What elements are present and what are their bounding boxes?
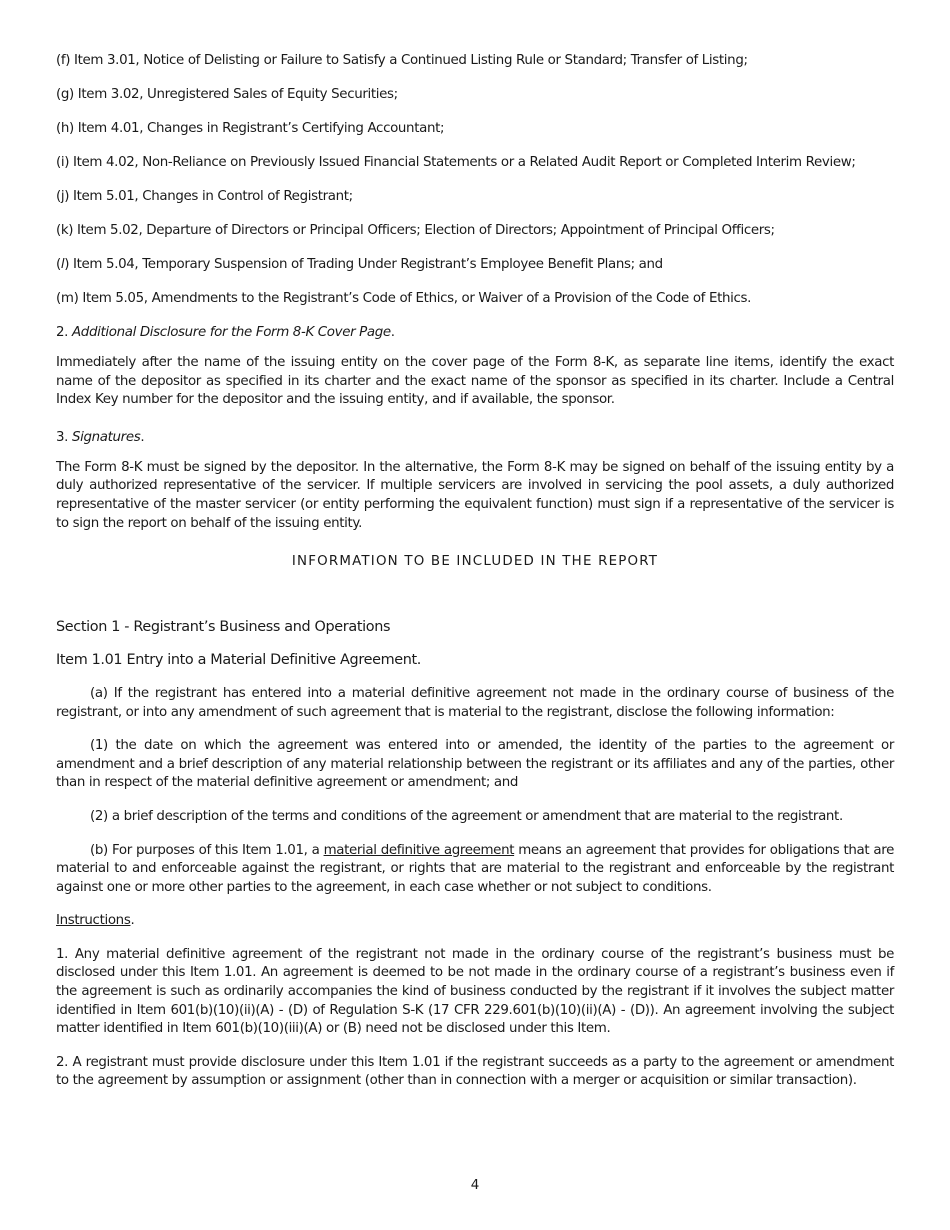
instruction-2: 2. A registrant must provide disclosure under this Item 1.01 if the registrant succeeds as a party to the agreement or amendment to the agreement by assumption or assignment (other than in connection with a merger or acquisition or similar transaction).: [56, 1054, 894, 1089]
item-title: Item 1.01 Entry into a Material Definitive Agreement.: [56, 652, 422, 669]
paragraph-a: (a) If the registrant has entered into a material definitive agreement not made in the ordinary course of business of the registrant, or into any amendment of such agreement that is material to the registrant, disclose the following information:: [56, 685, 894, 720]
list-item: (k) Item 5.02, Departure of Directors or Principal Officers; Election of Directors; Appointment of Principal Officers;: [56, 223, 775, 238]
paragraph-b: (b) For purposes of this Item 1.01, a material definitive agreement means an agreement that provides for obligations that are material to and enforceable against the registrant, or rights that are material to the registrant and enforceable by the registrant against one or more other parties to the agreement, in each case whether or not subject to conditions.: [56, 842, 894, 895]
section-2-heading: 2. Additional Disclosure for the Form 8-K Cover Page.: [56, 325, 395, 340]
list-item: (f) Item 3.01, Notice of Delisting or Failure to Satisfy a Continued Listing Rule or Standard; Transfer of Listing;: [56, 53, 748, 68]
report-heading: INFORMATION TO BE INCLUDED IN THE REPORT: [291, 554, 659, 570]
list-item: (i) Item 4.02, Non-Reliance on Previously Issued Financial Statements or a Related Audit Report or Completed Interim Review;: [56, 155, 856, 170]
paragraph-1: (1) the date on which the agreement was entered into or amended, the identity of the parties to the agreement or amendment and a brief description of any material relationship between the registrant or its affiliates and any of the parties, other than in respect of the material definitive agreement or amendment; and: [56, 738, 894, 791]
section-2-body: Immediately after the name of the issuing entity on the cover page of the Form 8-K, as separate line items, identify the exact name of the depositor as specified in its charter and the exact name of the sponsor as specified in its charter. Include a Central Index Key number for the depositor and the issuing entity, and if available, the sponsor.: [56, 355, 894, 408]
section-title: Section 1 - Registrant’s Business and Operations: [56, 618, 391, 635]
section-3-body: The Form 8-K must be signed by the depositor. In the alternative, the Form 8-K may be signed on behalf of the issuing entity by a duly authorized representative of the servicer. If multiple servicers are involved in servicing the pool assets, a duly authorized representative of the master servicer (or entity performing the equivalent function) must sign if a representative of the servicer is to sign the report on behalf of the issuing entity.: [56, 459, 894, 531]
section-3-heading: 3. Signatures.: [56, 429, 145, 445]
list-item: (g) Item 3.02, Unregistered Sales of Equity Securities;: [56, 87, 398, 102]
list-item: (h) Item 4.01, Changes in Registrant’s Certifying Accountant;: [56, 121, 445, 136]
instructions-heading: Instructions.: [56, 913, 135, 929]
list-item: (l) Item 5.04, Temporary Suspension of Trading Under Registrant’s Employee Benefit Plans; and: [56, 257, 663, 272]
defined-term: material definitive agreement: [323, 842, 515, 858]
page-number: 4: [470, 1178, 480, 1193]
list-item: (j) Item 5.01, Changes in Control of Registrant;: [56, 189, 353, 204]
list-item: (m) Item 5.05, Amendments to the Registrant’s Code of Ethics, or Waiver of a Provision of the Code of Ethics.: [56, 291, 752, 306]
paragraph-2: (2) a brief description of the terms and conditions of the agreement or amendment that are material to the registrant.: [90, 808, 843, 824]
instruction-1: 1. Any material definitive agreement of the registrant not made in the ordinary course of the registrant’s business must be disclosed under this Item 1.01. An agreement is deemed to be not made in the ordinary course of a registrant’s business even if the agreement is such as ordinarily accompanies the kind of business conducted by the registrant if it involves the subject matter identified in Item 601(b)(10)(ii)(A) - (D) of Regulation S-K (17 CFR 229.601(b)(10)(ii)(A) - (D)). An agreement involving the subject matter identified in Item 601(b)(10)(iii)(A) or (B) need not be disclosed under this Item.: [56, 946, 894, 1037]
document-page: [56, 48, 894, 1091]
